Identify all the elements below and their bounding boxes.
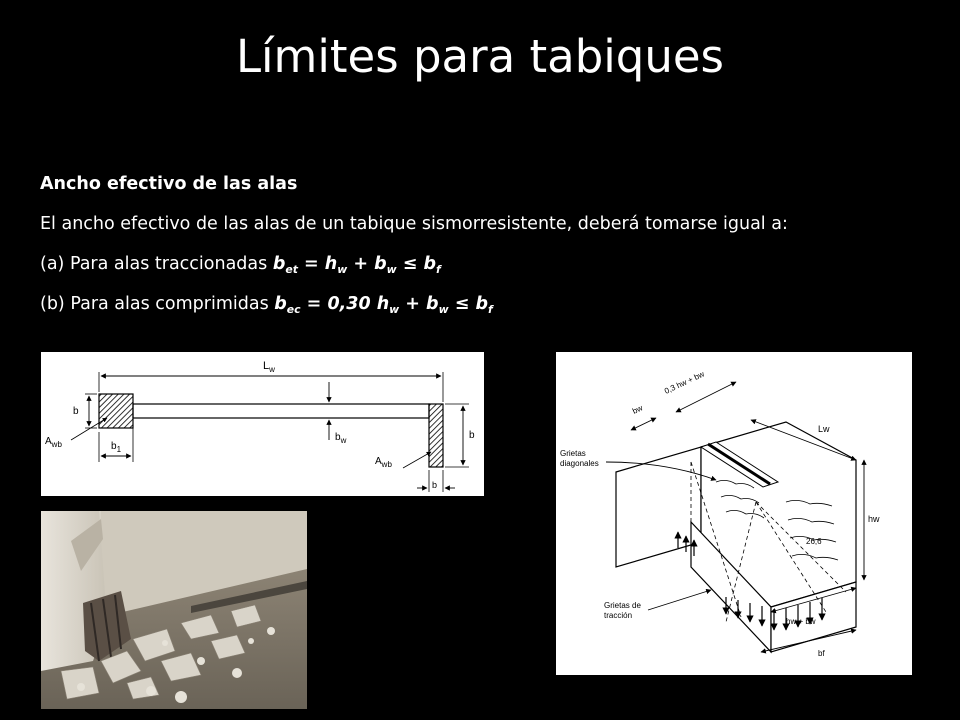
damaged-wall-photo-svg [41, 511, 307, 709]
lw-iso-label: Lw [818, 424, 830, 434]
item-a-prefix: (a) Para alas traccionadas [40, 254, 273, 274]
lw-label: $L_w$ [263, 360, 275, 374]
item-a [40, 256, 940, 283]
bw-label: $b_w$ [335, 432, 347, 445]
item-b-prefix: (b) Para alas comprimidas [40, 294, 275, 314]
b-right-label: b [469, 430, 475, 441]
bf-label: bf [818, 649, 825, 658]
b-bottom-label: b [432, 480, 438, 490]
right-flange [429, 404, 443, 467]
item-b-equation: $b_{ec} = 0,30$ $h_w + b_w \le b_f$ [274, 294, 493, 316]
flanged-wall-isometric-diagram [556, 352, 912, 675]
b-left-label: b [73, 406, 79, 417]
flanged-wall-isometric-svg [556, 352, 912, 675]
back-flange [616, 447, 701, 567]
grietas-diagonales-label: Grietas diagonales [560, 449, 599, 468]
bw-iso-label: bw [631, 403, 645, 416]
hw-iso-label: hw [868, 514, 880, 524]
wall-plan-svg [41, 352, 484, 496]
b1-label: $b_1$ [111, 441, 122, 454]
intro-paragraph: El ancho efectivo de las alas de un tabique sismorresistente, deberá tomarse igual a: [40, 214, 788, 234]
angle-label: 26,6 [806, 537, 822, 546]
awb-left-label: $A_{wb}$ [45, 436, 62, 449]
left-flange [99, 394, 133, 428]
slide-title: Límites para tabiques [235, 30, 724, 83]
dim-bottom-label: hw + bw [786, 617, 816, 626]
awb-right-label: $A_{wb}$ [375, 456, 392, 469]
wall-web [133, 404, 429, 418]
section-heading: Ancho efectivo de las alas [40, 174, 298, 194]
damaged-wall-photo [41, 511, 307, 709]
item-a-equation: $b_{et} = h_w + b_w \le b_f$ [272, 254, 441, 276]
item-b [40, 296, 940, 323]
slide-body [40, 176, 940, 336]
dim-top-label: 0,3 hw + bw [663, 369, 706, 396]
grietas-traccion-label: Grietas de tracción [604, 601, 641, 620]
wall-plan-diagram [41, 352, 484, 496]
